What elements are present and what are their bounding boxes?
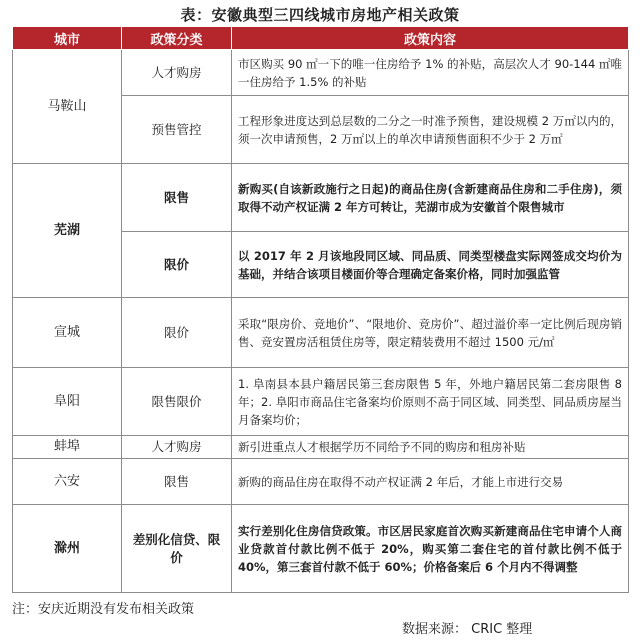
footnote: 注：安庆近期没有发布相关政策 <box>12 602 195 617</box>
category-cell: 限价 <box>122 298 232 368</box>
table-row <box>13 368 629 436</box>
table-row <box>13 50 629 96</box>
content-cell: 工程形象进度达到总层数的二分之一时准予预售，建设规模 2 万㎡以内的，须一次申请预售，2 万㎡以上的单次申请预售面积不少于 2 万㎡ <box>232 96 629 164</box>
city-cell: 蚌埠 <box>13 436 122 459</box>
category-cell: 人才购房 <box>122 50 232 96</box>
content-cell: 新引进重点人才根据学历不同给予不同的购房和租房补贴 <box>232 436 629 459</box>
content-cell: 以 2017 年 2 月该地段同区域、同品质、同类型楼盘实际网签成交均价为基础，并结合该项目楼面价等合理确定备案价格，同时加强监管 <box>232 232 629 298</box>
city-cell: 阜阳 <box>13 368 122 436</box>
content-cell: 新购买(自该新政施行之日起)的商品住房(含新建商品住房和二手住房)，须取得不动产权证满 2 年方可转让，芜湖市成为安徽首个限售城市 <box>232 164 629 232</box>
content-cell: 市区购买 90 ㎡一下的唯一住房给予 1% 的补贴，高层次人才 90-144 ㎡唯一住房给予 1.5% 的补贴 <box>232 50 629 96</box>
data-source: 数据来源： CRIC 整理 <box>402 622 533 637</box>
city-cell: 宣城 <box>13 298 122 368</box>
header-city: 城市 <box>13 27 122 50</box>
category-cell: 限售 <box>122 459 232 505</box>
category-cell: 人才购房 <box>122 436 232 459</box>
table-title: 表：安徽典型三四线城市房地产相关政策 <box>180 6 460 24</box>
city-cell: 六安 <box>13 459 122 505</box>
city-cell: 滁州 <box>13 505 122 593</box>
category-cell: 预售管控 <box>122 96 232 164</box>
content-cell: 实行差别化住房信贷政策。市区居民家庭首次购买新建商品住宅申请个人商业贷款首付款比例不低于 20%，购买第二套住宅的首付款比例不低于 40%，第三套首付款不低于 60%；价格备案后 6 个月内不得调整 <box>232 505 629 593</box>
content-cell: 新购的商品住房在取得不动产权证满 2 年后，才能上市进行交易 <box>232 459 629 505</box>
table-row <box>13 298 629 368</box>
category-cell: 限售 <box>122 164 232 232</box>
city-cell: 马鞍山 <box>13 50 122 164</box>
category-cell: 差别化信贷、限价 <box>122 505 232 593</box>
content-cell: 采取“限房价、竞地价”、“限地价、竞房价”、超过溢价率一定比例后现房销售、竞安置房活租赁住房等，限定精装费用不超过 1500 元/㎡ <box>232 298 629 368</box>
content-cell: 1. 阜南县本县户籍居民第三套房限售 5 年，外地户籍居民第二套房限售 8 年；2. 阜阳市商品住宅备案均价原则不高于同区域、同类型、同品质房屋当月备案均价； <box>232 368 629 436</box>
table-header-row <box>13 27 629 50</box>
policy-table <box>12 26 629 593</box>
table-row <box>13 436 629 459</box>
table-row <box>13 459 629 505</box>
city-cell: 芜湖 <box>13 164 122 298</box>
header-content: 政策内容 <box>232 27 629 50</box>
category-cell: 限价 <box>122 232 232 298</box>
table-row <box>13 164 629 232</box>
category-cell: 限售限价 <box>122 368 232 436</box>
table-row <box>13 505 629 593</box>
header-category: 政策分类 <box>122 27 232 50</box>
